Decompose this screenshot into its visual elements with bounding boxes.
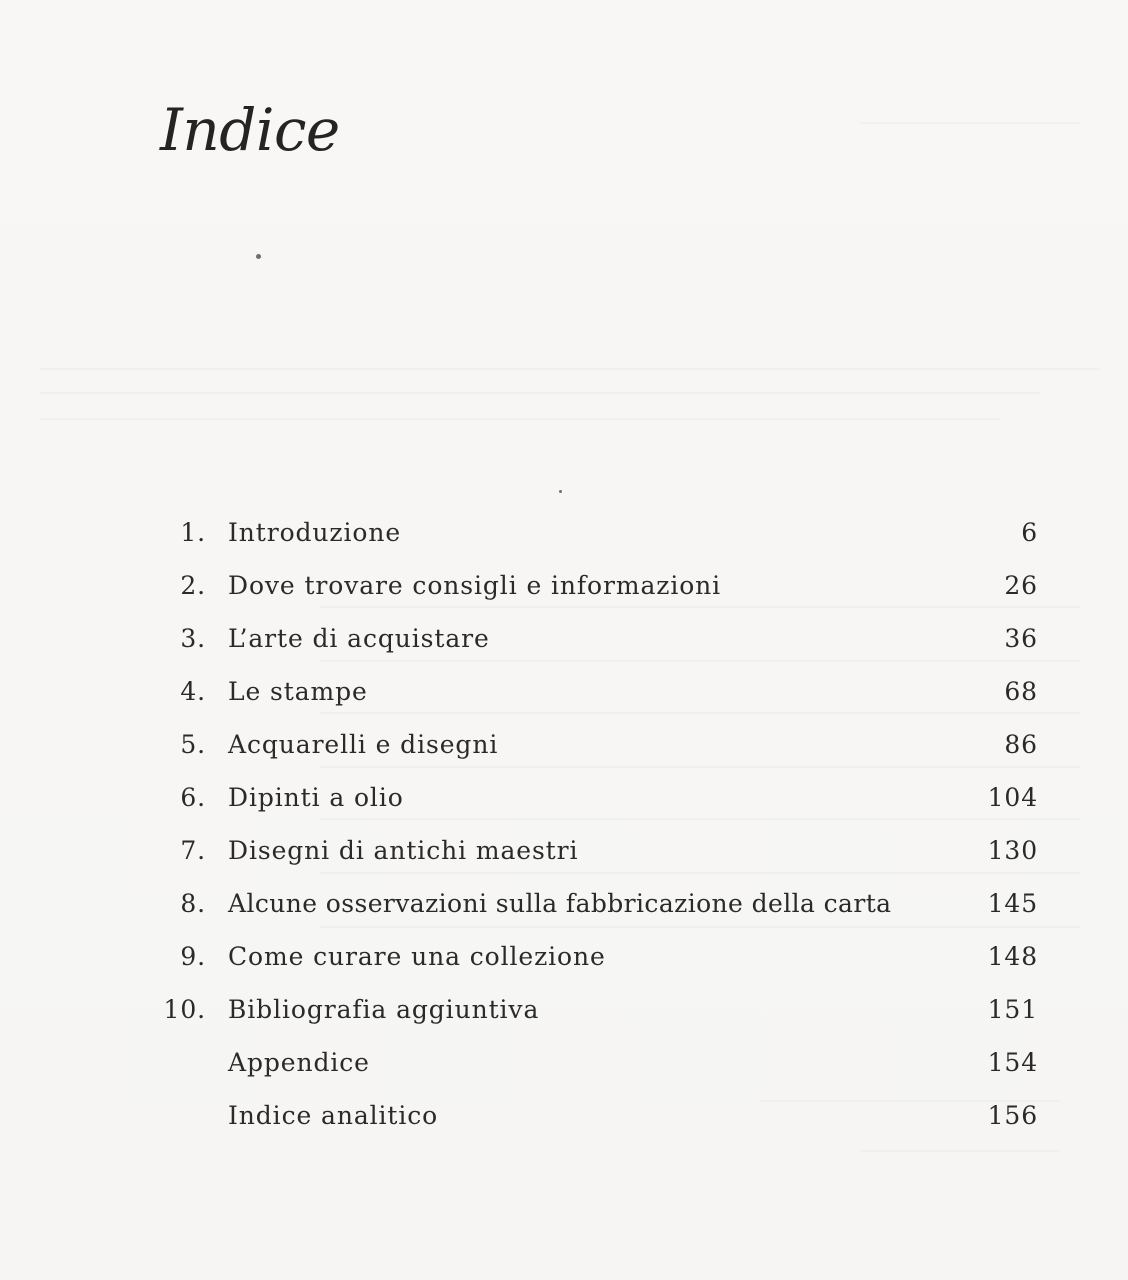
toc-entry-title: L’arte di acquistare xyxy=(228,624,490,653)
toc-entry-page: 26 xyxy=(1004,571,1038,600)
toc-entry-title: Dipinti a olio xyxy=(228,783,404,812)
toc-entry-page: 6 xyxy=(1021,518,1038,547)
toc-entry-title: Indice analitico xyxy=(228,1101,439,1130)
toc-entry-number: 10. xyxy=(163,995,206,1024)
toc-entry-page: 68 xyxy=(1004,677,1038,706)
toc-entry xyxy=(140,1036,1040,1089)
toc-entry-number: 1. xyxy=(180,518,206,547)
toc-entry-number: 2. xyxy=(180,571,206,600)
toc-entry-page: 36 xyxy=(1004,624,1038,653)
toc-entry-number: 4. xyxy=(180,677,206,706)
toc-entry xyxy=(140,877,1040,930)
toc-entry-title: Introduzione xyxy=(228,518,402,547)
toc-entry xyxy=(140,718,1040,771)
toc-entry-page: 145 xyxy=(987,889,1038,918)
toc-entry xyxy=(140,983,1040,1036)
toc-entry-number: 5. xyxy=(180,730,206,759)
toc-entry xyxy=(140,506,1040,559)
toc-entry-page: 104 xyxy=(987,783,1038,812)
toc-entry-title: Acquarelli e disegni xyxy=(228,730,499,759)
toc-entry-page: 130 xyxy=(987,836,1038,865)
toc-entry xyxy=(140,824,1040,877)
toc-entry xyxy=(140,665,1040,718)
toc-entry-title: Disegni di antichi maestri xyxy=(228,836,579,865)
toc-entry-number: 9. xyxy=(180,942,206,971)
toc-entry-page: 151 xyxy=(987,995,1038,1024)
toc-entry xyxy=(140,930,1040,983)
toc-entry xyxy=(140,771,1040,824)
toc-entry xyxy=(140,559,1040,612)
toc-entry-number: 7. xyxy=(180,836,206,865)
table-of-contents xyxy=(140,506,1040,1142)
toc-entry-number: 3. xyxy=(180,624,206,653)
toc-entry-title: Alcune osservazioni sulla fabbricazione della carta xyxy=(228,889,892,918)
toc-entry-number: 6. xyxy=(180,783,206,812)
toc-entry-title: Le stampe xyxy=(228,677,368,706)
paper-speck xyxy=(559,490,562,493)
toc-entry xyxy=(140,1089,1040,1142)
toc-entry-title: Come curare una collezione xyxy=(228,942,606,971)
toc-entry-title: Bibliografia aggiuntiva xyxy=(228,995,540,1024)
toc-entry xyxy=(140,612,1040,665)
paper-speck xyxy=(256,254,261,259)
toc-entry-page: 86 xyxy=(1004,730,1038,759)
toc-entry-number: 8. xyxy=(180,889,206,918)
page-title: Indice xyxy=(160,96,340,164)
toc-entry-title: Appendice xyxy=(228,1048,370,1077)
toc-entry-page: 148 xyxy=(987,942,1038,971)
toc-entry-title: Dove trovare consigli e informazioni xyxy=(228,571,722,600)
toc-entry-page: 156 xyxy=(987,1101,1038,1130)
toc-entry-page: 154 xyxy=(987,1048,1038,1077)
